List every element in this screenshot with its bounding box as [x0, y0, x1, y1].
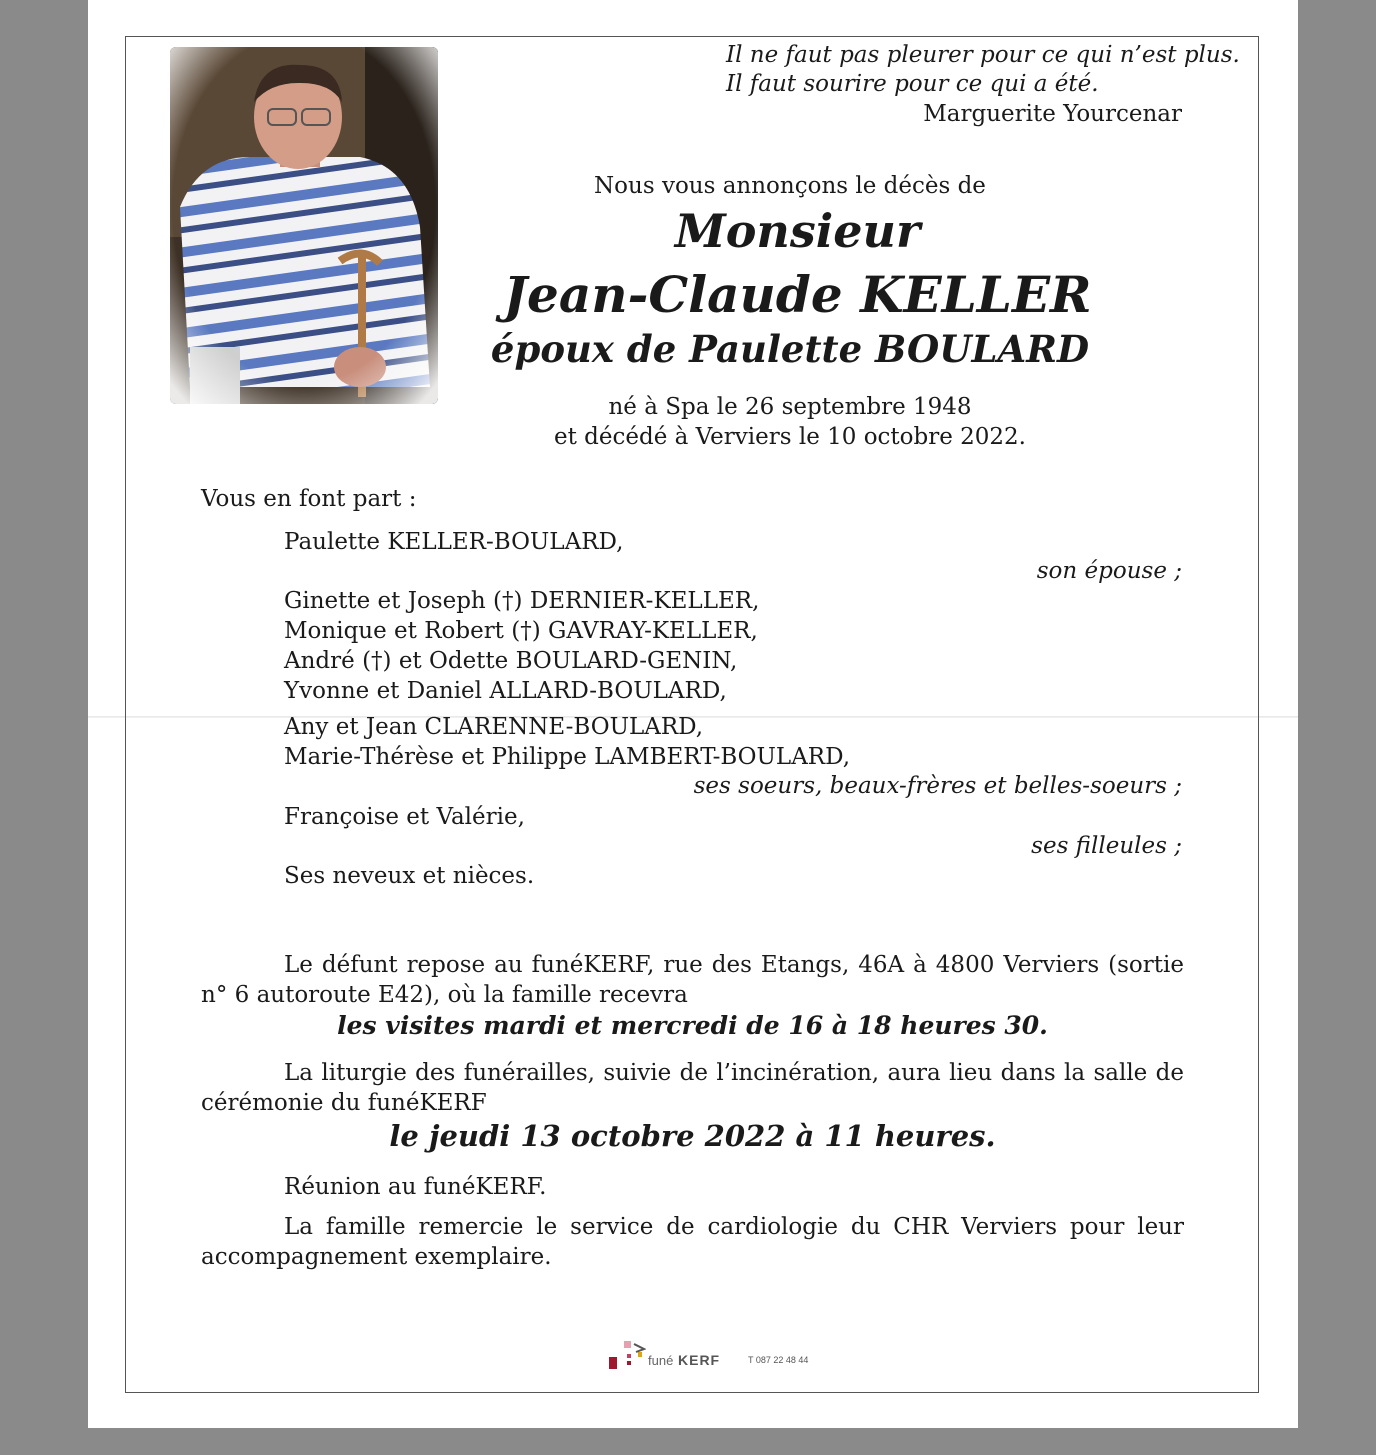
logo-brand: KERF — [678, 1352, 721, 1368]
quote-line-1: Il ne faut pas pleurer pour ce qui n’est plus. — [726, 42, 1240, 68]
reunion-line: Réunion au funéKERF. — [284, 1174, 547, 1200]
thanks-paragraph: La famille remercie le service de cardiologie du CHR Verviers pour leur accompagnement exemplaire. — [201, 1214, 1184, 1270]
deceased-title: Monsieur — [674, 204, 921, 258]
sibling-line: Yvonne et Daniel ALLARD-BOULARD, — [284, 678, 727, 704]
liturgy-paragraph: La liturgie des funérailles, suivie de l’incinération, aura lieu dans la salle de cérémonie du funéKERF — [201, 1060, 1184, 1116]
deceased-name: Jean-Claude KELLER — [503, 265, 1092, 324]
quote-line-2: Il faut sourire pour ce qui a été. — [726, 71, 1099, 97]
sibling-line: André (†) et Odette BOULARD-GENIN, — [284, 648, 738, 674]
nephews-line: Ses neveux et nièces. — [284, 863, 535, 889]
sibling-line: Any et Jean CLARENNE-BOULARD, — [284, 714, 704, 740]
sibling-line: Ginette et Joseph (†) DERNIER-KELLER, — [284, 588, 760, 614]
funekerf-logo-icon — [606, 1340, 646, 1372]
death-line: et décédé à Verviers le 10 octobre 2022. — [554, 424, 1026, 450]
announcement-intro: Nous vous annonçons le décès de — [594, 173, 986, 199]
sibling-line: Monique et Robert (†) GAVRAY-KELLER, — [284, 618, 758, 644]
sibling-line: Marie-Thérèse et Philippe LAMBERT-BOULARD, — [284, 744, 851, 770]
repose-paragraph: Le défunt repose au funéKERF, rue des Etangs, 46A à 4800 Verviers (sortie n° 6 autoroute E42), où la famille recevra — [201, 952, 1184, 1008]
family-heading: Vous en font part : — [201, 486, 417, 512]
spouse-name: Paulette KELLER-BOULARD, — [284, 529, 624, 555]
spouse-role: son épouse ; — [1036, 558, 1182, 584]
birth-line: né à Spa le 26 septembre 1948 — [608, 394, 972, 420]
funekerf-logo — [606, 1340, 836, 1374]
deceased-spouse: époux de Paulette BOULARD — [490, 327, 1090, 371]
logo-prefix: funé — [648, 1353, 674, 1368]
visits-line: les visites mardi et mercredi de 16 à 18 heures 30. — [337, 1011, 1048, 1040]
siblings-role: ses soeurs, beaux-frères et belles-soeurs ; — [693, 773, 1182, 799]
portrait-photo — [170, 47, 438, 404]
footer-phone: T 087 22 48 44 — [748, 1355, 809, 1365]
quote-author: Marguerite Yourcenar — [923, 101, 1182, 127]
goddaughters-names: Françoise et Valérie, — [284, 804, 525, 830]
ceremony-date: le jeudi 13 octobre 2022 à 11 heures. — [389, 1119, 996, 1153]
goddaughters-role: ses filleules ; — [1031, 833, 1182, 859]
